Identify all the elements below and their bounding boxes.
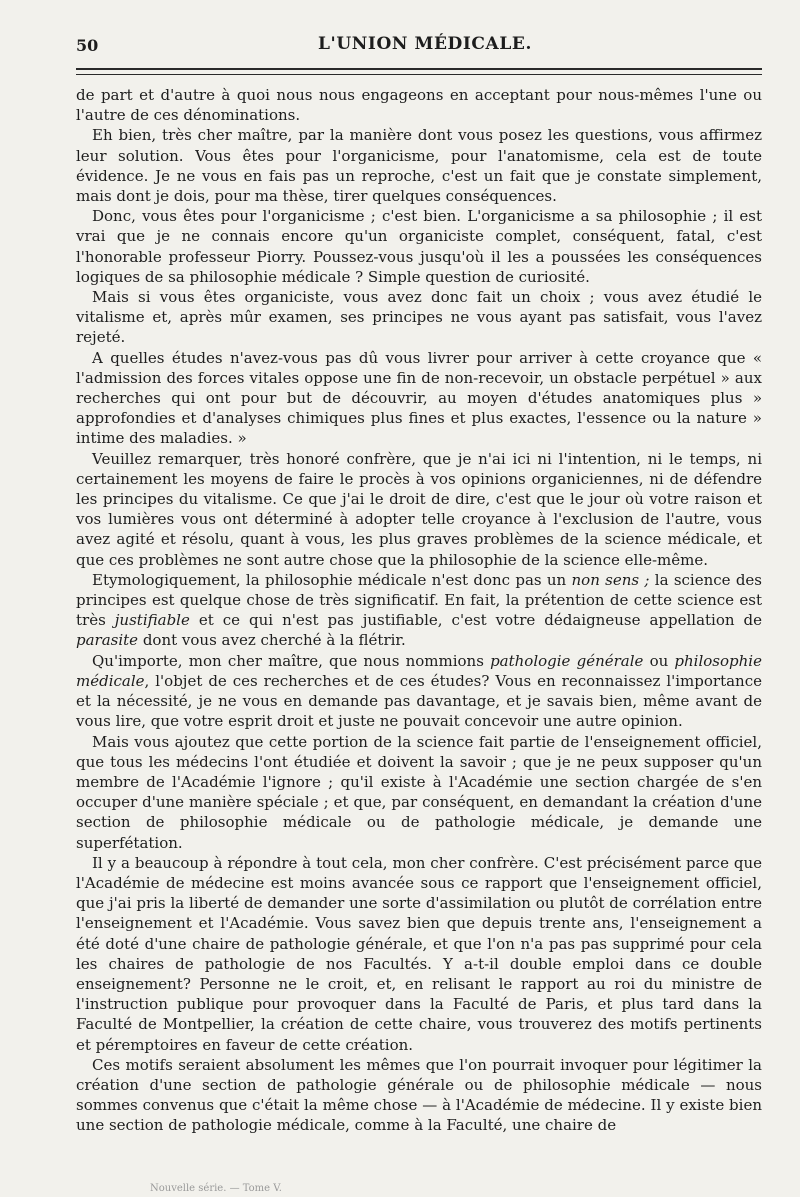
text-run: Qu'importe, mon cher maître, que nous nommions [92,651,491,670]
text-run: Veuillez remarquer, très honoré confrère, que je n'ai ici ni l'intention, ni le temps, ni certainement les moyens de faire le procès à vos opinions organiciennes, ni de défendre les principes du vitalisme. Ce que j'ai le droit de dire, c'est que le jour où votre raison et vos lumières vous ont déterminé à adopter telle croyance à l'exclusion de l'autre, vous avez agité et résolu, quant à vous, les plus graves problèmes de la science médicale, et que ces problèmes ne sont autre chose que la philosophie de la science elle-même. [76,449,762,569]
paragraph-p7 [76,570,762,651]
text-run: Il y a beaucoup à répondre à tout cela, mon cher confrère. C'est précisément parce que l'Académie de médecine est moins avancée sous ce rapport que l'enseignement officiel, que j'ai pris la liberté de demander une sorte d'assimilation ou plutôt de corrélation entre l'enseignement et l'Académie. Vous savez bien que depuis trente ans, l'enseignement a été doté d'une chaire de pathologie générale, et que l'on n'a pas pas supprimé pour cela les chaires de pathologie de nos Facultés. Y a-t-il double emploi dans ce double enseignement? Personne ne le croit, et, en relisant le rapport au roi du ministre de l'instruction publique pour provoquer dans la Faculté de Paris, et plus tard dans la Faculté de Montpellier, la création de cette chaire, vous trouverez des motifs pertinents et péremptoires en faveur de cette création. [76,853,762,1054]
header-rule [76,68,762,75]
text-run: ou [643,651,675,670]
text-run: dont vous avez cherché à la flétrir. [138,631,406,650]
text-run: de part et d'autre à quoi nous nous engageons en acceptant pour nous-mêmes l'une ou l'autre de ces dénominations. [76,86,762,125]
page-number: 50 [76,36,99,55]
paragraph-p8 [76,651,762,732]
italic-text: non sens ; [571,570,650,589]
italic-text: pathologie générale [490,651,644,670]
running-title: L'UNION MÉDICALE. [318,34,532,54]
italic-text: parasite [76,631,139,650]
text-run: Etymologiquement, la philosophie médicale n'est donc pas un [92,570,572,589]
paragraph-p6 [76,449,762,570]
paragraph-p2 [76,125,762,206]
paragraph-p1 [76,85,762,125]
paragraph-p11 [76,1055,762,1136]
text-run: Mais vous ajoutez que cette portion de la science fait partie de l'enseignement officiel, que tous les médecins l'ont étudiée et doivent la savoir ; que je ne peux supposer qu'un membre de l'Académie l'ignore ; qu'il existe à l'Académie une section chargée de s'en occuper d'une manière spéciale ; et que, par conséquent, en demandant la création d'une section de philosophie médicale ou de pathologie médicale, je demande une superfétation. [76,732,762,852]
paragraph-p9 [76,732,762,853]
text-run: Ces motifs seraient absolument les mêmes que l'on pourrait invoquer pour légitimer la création d'une section de pathologie générale ou de philosophie médicale — nous sommes convenus que c'était la même chose — à l'Académie de médecine. Il y existe bien une section de pathologie médicale, comme à la Faculté, une chaire de [76,1055,762,1135]
italic-text: justifiable [114,611,190,630]
article-body [76,85,762,1136]
text-run: , l'objet de ces recherches et de ces études? Vous en reconnaissez l'importance et la nécessité, je ne vous en demande pas davantage, et je savais bien, même avant de vous lire, que votre esprit droit et juste ne pouvait concevoir une autre opinion. [76,671,762,731]
italic-text: philosophie médicale [76,651,762,690]
text-run: la science des principes est quelque chose de très significatif. En fait, la prétention de cette science est très [76,570,763,630]
paragraph-p3 [76,206,762,287]
text-run: Eh bien, très cher maître, par la manière dont vous posez les questions, vous affirmez leur solution. Vous êtes pour l'organicisme, pour l'anatomisme, cela est de toute évidence. Je ne vous en fais pas un reproche, c'est un fait que je constate simplement, mais dont je dois, pour ma thèse, tirer quelques conséquences. [76,126,762,206]
page-header [76,28,762,62]
page-footer: Nouvelle série. — Tome V. [150,1183,282,1194]
text-run: A quelles études n'avez-vous pas dû vous livrer pour arriver à cette croyance que « l'admission des forces vitales oppose une fin de non-recevoir, un obstacle perpétuel » aux recherches qui ont pour but de découvrir, au moyen d'études anatomiques plus » approfondies et d'analyses chimiques plus fines et plus exactes, l'essence ou la nature » intime des maladies. » [76,348,762,448]
text-run: et ce qui n'est pas justifiable, c'est votre dédaigneuse appellation de [189,611,763,630]
text-run: Mais si vous êtes organiciste, vous avez donc fait un choix ; vous avez étudié le vitalisme et, après mûr examen, ses principes ne vous ayant pas satisfait, vous l'avez rejeté. [76,288,762,347]
paragraph-p10 [76,853,762,1055]
paragraph-p5 [76,348,762,449]
text-run: Donc, vous êtes pour l'organicisme ; c'est bien. L'organicisme a sa philosophie ; il est vrai que je ne connais encore qu'un organiciste complet, conséquent, fatal, c'est l'honorable professeur Piorry. Poussez-vous jusqu'où il les a poussées les conséquences logiques de sa philosophie médicale ? Simple question de curiosité. [76,207,762,286]
paragraph-p4 [76,287,762,348]
